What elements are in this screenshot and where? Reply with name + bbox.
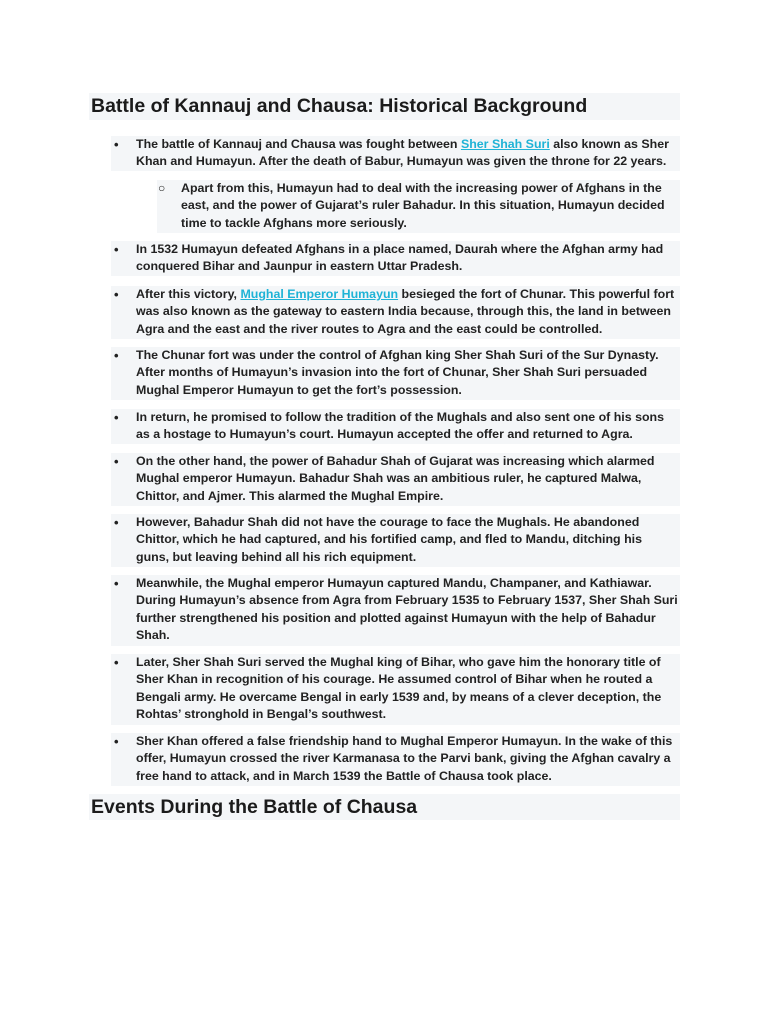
section-heading-historical-background: Battle of Kannauj and Chausa: Historical Background [89, 93, 680, 120]
section-heading-events-battle-of-chausa: Events During the Battle of Chausa [89, 794, 680, 820]
list-item-text: also known as Sher Khan and Humayun. After the death of Babur, Humayun was given the throne for 22 years. [136, 137, 669, 169]
list-item-text: Sher Khan offered a false friendship hand to Mughal Emperor Humayun. In the wake of this offer, Humayun crossed the river Karmanasa to the Parvi bank, giving the Afghan cavalry a free hand to attack, and in March 1539 the Battle of Chausa took place. [136, 734, 673, 783]
bullet-disc-icon: • [114, 454, 119, 469]
list-item-text: However, Bahadur Shah did not have the courage to face the Mughals. He abandoned Chittor, which he had captured, and his fortified camp, and fled to Mandu, ditching his guns, but leaving behind all his rich equipment. [136, 515, 642, 564]
list-item [111, 409, 680, 444]
list-item-text: Meanwhile, the Mughal emperor Humayun captured Mandu, Champaner, and Kathiawar. During Humayun’s absence from Agra from February 1535 to February 1537, Sher Shah Suri further strengthened his position and plotted against Humayun with the help of Bahadur Shah. [136, 576, 678, 642]
bullet-disc-icon: • [114, 242, 119, 257]
list-item-text: The battle of Kannauj and Chausa was fought between [136, 137, 461, 151]
bullet-disc-icon: • [114, 287, 119, 302]
bullet-disc-icon: • [114, 410, 119, 425]
list-item [111, 514, 680, 567]
sub-list-item-text: Apart from this, Humayun had to deal with the increasing power of Afghans in the east, and the power of Gujarat’s ruler Bahadur. In this situation, Humayun decided time to tackle Afghans more seriously. [181, 181, 665, 230]
list-item [111, 453, 680, 506]
list-item [111, 654, 680, 725]
bullet-disc-icon: • [114, 734, 119, 749]
list-item-text: Later, Sher Shah Suri served the Mughal king of Bihar, who gave him the honorary title of Sher Khan in recognition of his courage. He assumed control of Bihar when he routed a Bengali army. He overcame Bengal in early 1539 and, by means of a clever deception, the Rohtas’ stronghold in Bengal’s southwest. [136, 655, 662, 721]
list-item [111, 733, 680, 786]
list-item [111, 241, 680, 276]
bullet-disc-icon: • [114, 515, 119, 530]
sher-shah-suri-link[interactable]: Sher Shah Suri [460, 137, 550, 151]
list-item [111, 575, 680, 646]
list-item-text: In return, he promised to follow the tradition of the Mughals and also sent one of his sons as a hostage to Humayun’s court. Humayun accepted the offer and returned to Agra. [136, 410, 665, 442]
sub-list-item [157, 180, 680, 233]
bullet-disc-icon: • [114, 137, 119, 152]
list-item-text: The Chunar fort was under the control of Afghan king Sher Shah Suri of the Sur Dynasty. After months of Humayun’s invasion into the fort of Chunar, Sher Shah Suri persuaded Mughal Emperor Humayun to get the fort’s possession. [136, 348, 659, 397]
bullet-circle-icon: ○ [158, 181, 166, 195]
list-item [111, 136, 680, 171]
list-item-text: besieged the fort of Chunar. This powerful fort was also known as the gateway to eastern India because, through this, the land in between Agra and the east and the river routes to Agra and the east could be controlled. [136, 287, 675, 336]
mughal-emperor-humayun-link[interactable]: Mughal Emperor Humayun [240, 287, 399, 301]
list-item-text: In 1532 Humayun defeated Afghans in a place named, Daurah where the Afghan army had conquered Bihar and Jaunpur in eastern Uttar Pradesh. [136, 242, 664, 274]
list-item-text: On the other hand, the power of Bahadur Shah of Gujarat was increasing which alarmed Mughal emperor Humayun. Bahadur Shah was an ambitious ruler, he captured Malwa, Chittor, and Ajmer. This alarmed the Mughal Empire. [136, 454, 655, 503]
list-item [111, 347, 680, 400]
list-item-text: After this victory, [136, 287, 241, 301]
list-item [111, 286, 680, 339]
bullet-disc-icon: • [114, 348, 119, 363]
bullet-disc-icon: • [114, 576, 119, 591]
bullet-disc-icon: • [114, 655, 119, 670]
